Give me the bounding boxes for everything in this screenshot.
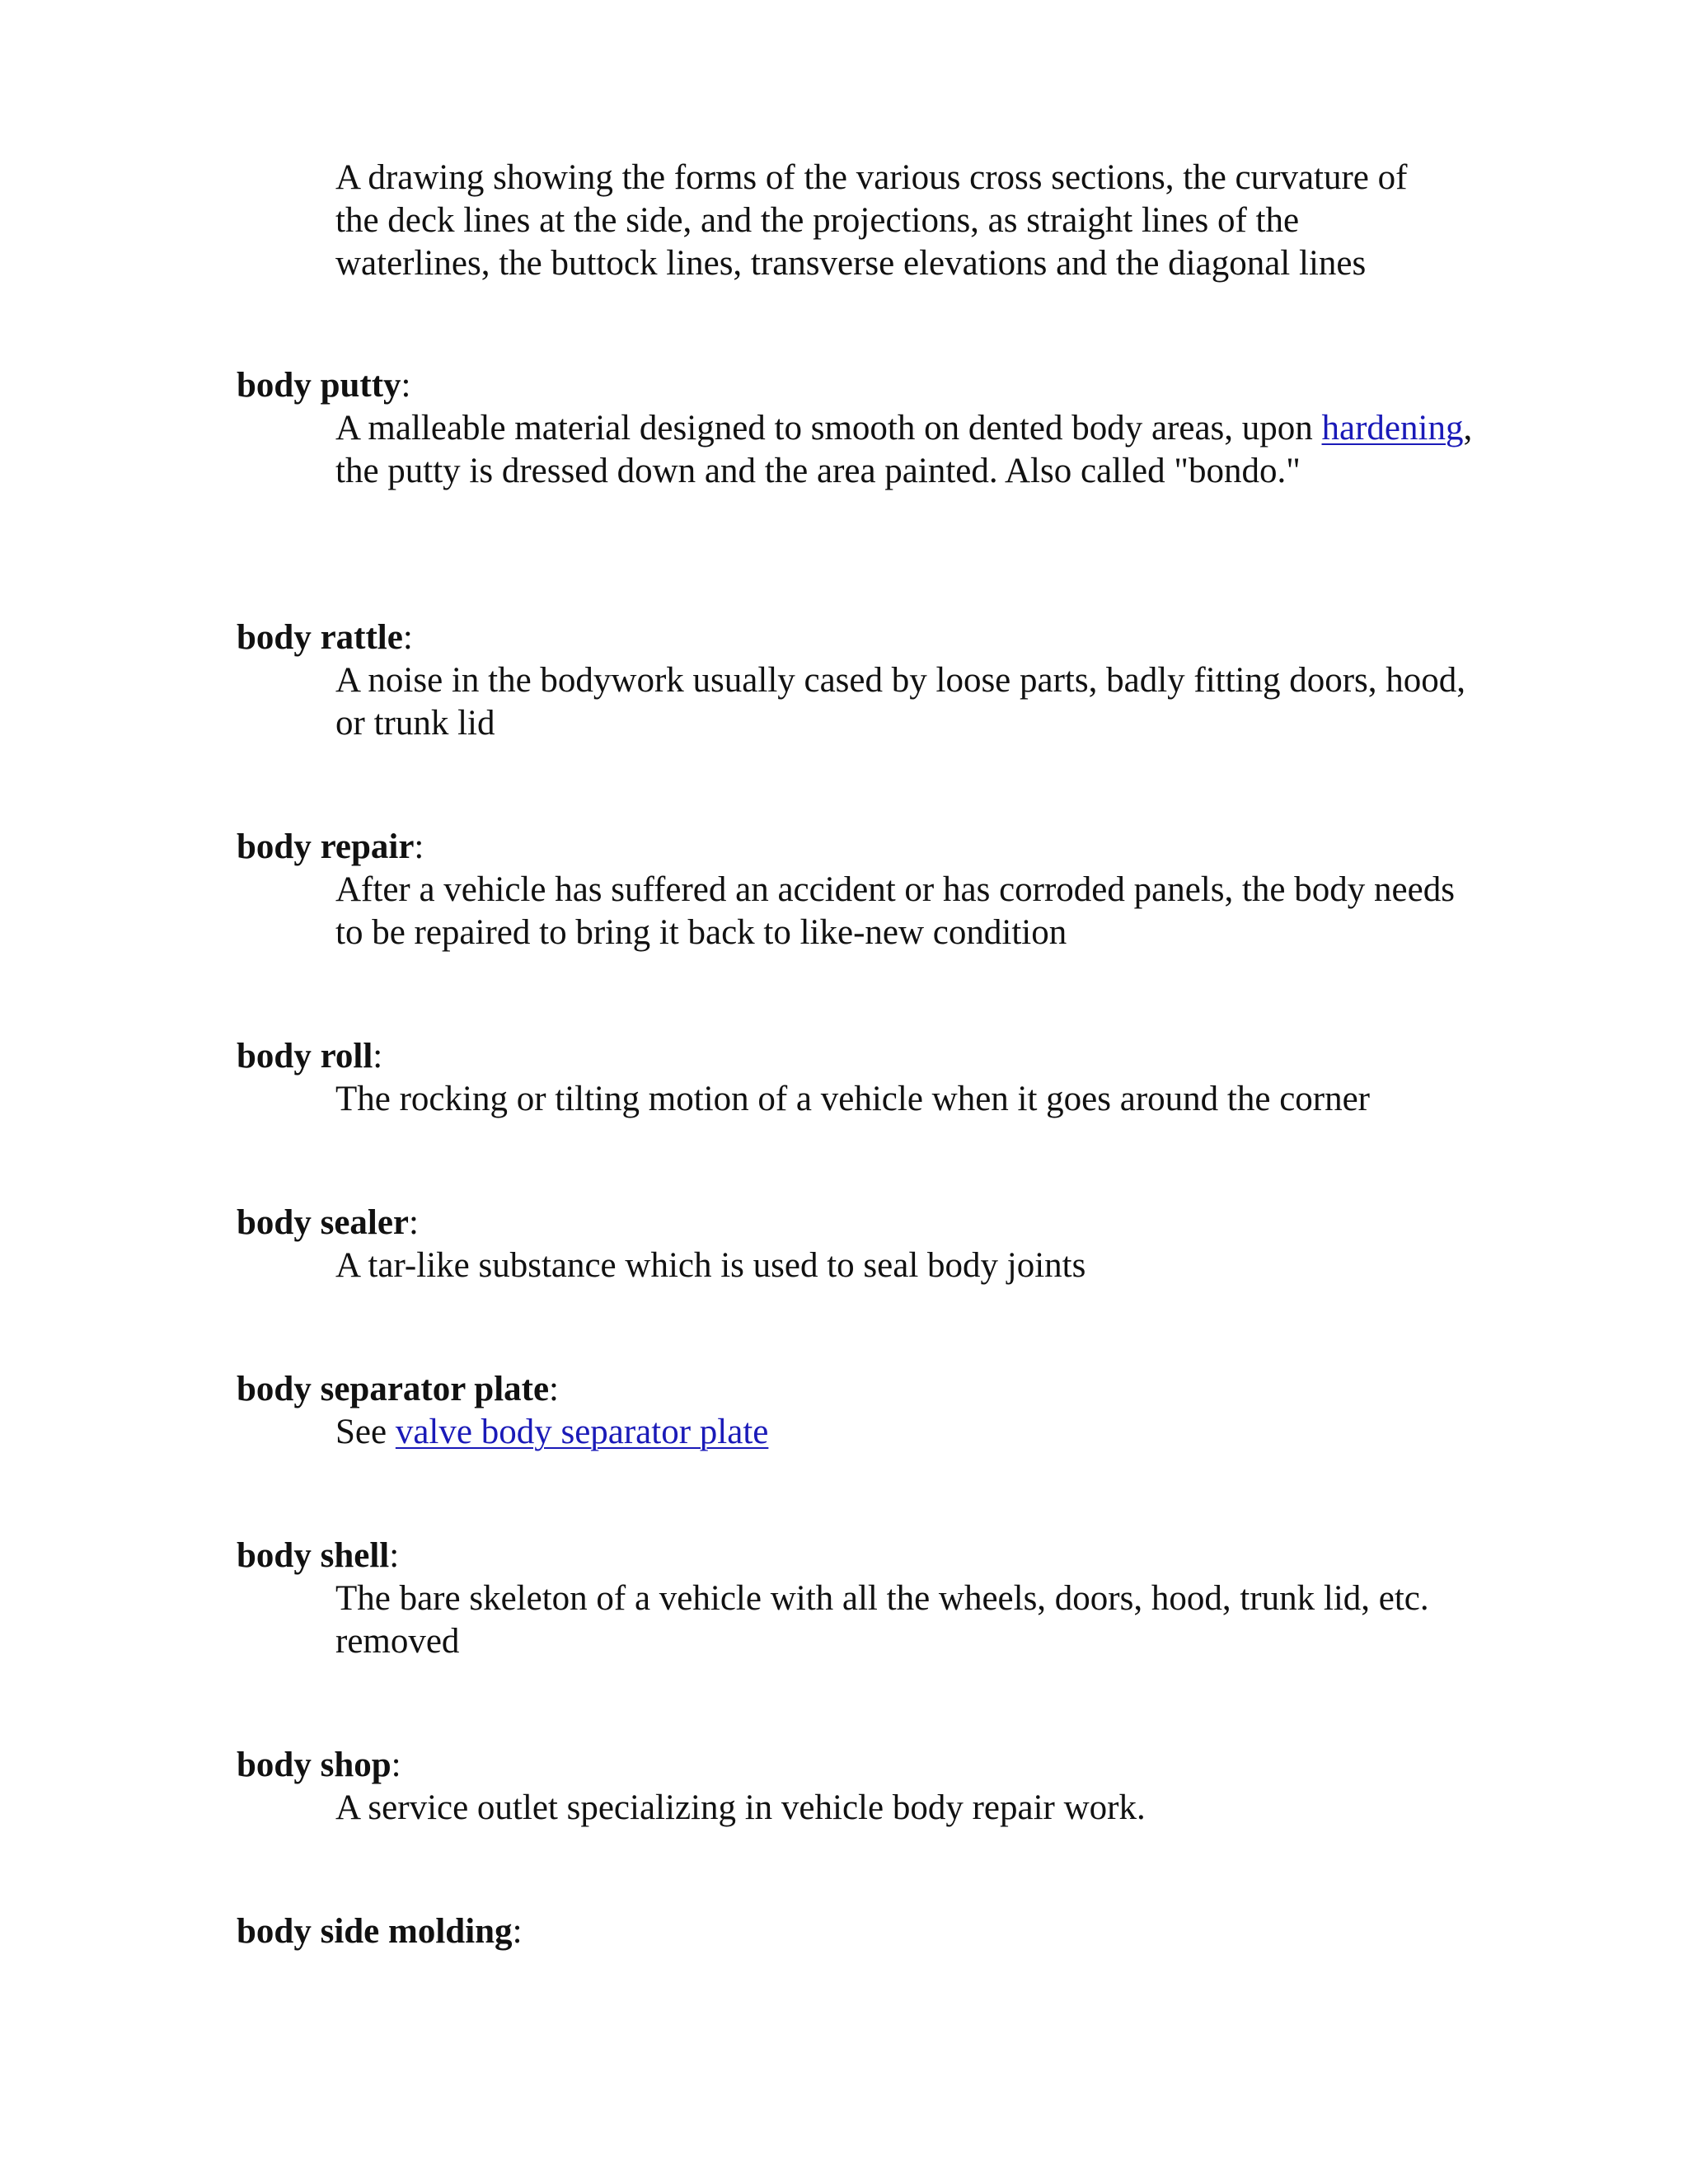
term-definition: A service outlet specializing in vehicle body repair work. bbox=[335, 1788, 1146, 1827]
term-heading: body repair: bbox=[237, 827, 424, 866]
term-label: body separator plate bbox=[237, 1370, 550, 1408]
term-heading: body separator plate: bbox=[237, 1370, 559, 1408]
term-heading: body roll: bbox=[237, 1037, 383, 1076]
term-heading: body rattle: bbox=[237, 618, 413, 657]
glossary-entry-body-repair bbox=[237, 826, 1473, 954]
glossary-entry-body-side-molding bbox=[237, 1910, 1473, 1953]
valve-body-separator-plate-link[interactable]: valve body separator plate bbox=[395, 1413, 769, 1451]
glossary-entry-body-rattle bbox=[237, 616, 1473, 745]
term-heading: body side molding: bbox=[237, 1912, 523, 1951]
term-label: body shop bbox=[237, 1746, 392, 1784]
glossary-entry-body-shop bbox=[237, 1744, 1473, 1830]
term-label: body rattle bbox=[237, 618, 403, 657]
term-definition: A malleable material designed to smooth on dented body areas, upon hardening, the putty is dressed down and the area painted. Also called "bondo." bbox=[335, 409, 1473, 490]
intro-definition: A drawing showing the forms of the various cross sections, the curvature of the deck lines at the side, and the projections, as straight lines of the waterlines, the buttock lines, transverse elevations and the diagonal lines bbox=[335, 158, 1408, 283]
glossary-entry-body-putty bbox=[237, 364, 1473, 493]
term-label: body putty bbox=[237, 366, 401, 405]
term-heading: body shell: bbox=[237, 1536, 400, 1575]
term-definition: The bare skeleton of a vehicle with all the wheels, doors, hood, trunk lid, etc. removed bbox=[335, 1579, 1429, 1661]
glossary-entry-body-roll bbox=[237, 1035, 1473, 1121]
term-label: body sealer bbox=[237, 1203, 410, 1242]
term-definition: The rocking or tilting motion of a vehicle when it goes around the corner bbox=[335, 1080, 1370, 1118]
term-definition: See valve body separator plate bbox=[335, 1413, 769, 1451]
term-label: body side molding bbox=[237, 1912, 513, 1951]
glossary-entry-body-sealer bbox=[237, 1202, 1473, 1287]
term-definition: After a vehicle has suffered an accident or has corroded panels, the body needs to be repaired to bring it back to like-new condition bbox=[335, 870, 1455, 952]
hardening-link[interactable]: hardening bbox=[1321, 409, 1464, 448]
term-label: body roll bbox=[237, 1037, 373, 1076]
glossary-entry-body-separator-plate bbox=[237, 1368, 1473, 1454]
term-definition: A tar-like substance which is used to seal body joints bbox=[335, 1246, 1086, 1285]
term-label: body shell bbox=[237, 1536, 390, 1575]
glossary-entry-body-shell bbox=[237, 1535, 1473, 1663]
term-heading: body shop: bbox=[237, 1746, 401, 1784]
term-label: body repair bbox=[237, 827, 415, 866]
term-definition: A noise in the bodywork usually cased by loose parts, badly fitting doors, hood, or trunk lid bbox=[335, 661, 1466, 743]
term-heading: body sealer: bbox=[237, 1203, 419, 1242]
term-heading: body putty: bbox=[237, 366, 411, 405]
